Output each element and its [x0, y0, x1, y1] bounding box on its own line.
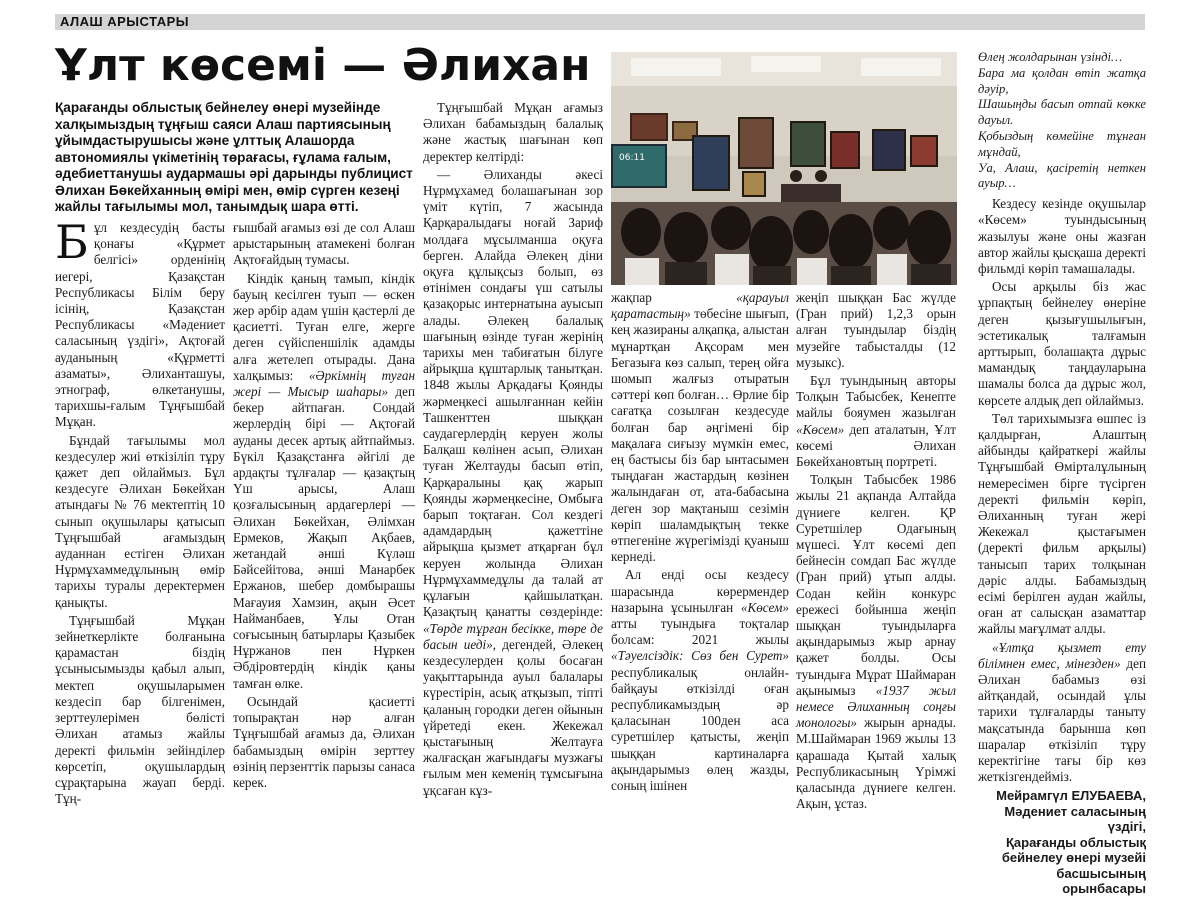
paragraph: Осындай қасиетті топырақтан нәр алған Тұңғышбай ағамыз да, Әлихан бабамыздың өмірін зерттеу өзінің перзенттік парызы санаса керек.: [233, 693, 415, 790]
paragraph: [978, 640, 1146, 786]
quote: «Тәуелсіздік: Сөз бен Сурет»: [611, 648, 789, 664]
paragraph-text: Кіндік қаның тамып, кіндік бауың кесілген туып — өскен жер әрбір адам үшін қастерлі де қасиетті. Туған елге, жерге деген сүйіспеншілік адамды алға жетелеп отырады. Дана халқымыз:: [233, 270, 415, 383]
drop-cap: Б: [55, 215, 89, 269]
quote: «Көсем»: [796, 421, 845, 437]
painting: [631, 114, 667, 140]
presenter-table: [781, 184, 841, 204]
event-photo: [611, 52, 957, 285]
article-column-1: [55, 215, 225, 807]
paragraph: жеңіп шыққан Бас жүлде (Гран прий) 1,2,3 орын алған туындылар біздің музейге табысталды (12 музыкс).: [796, 290, 956, 370]
author-title: басшысының орынбасары: [1056, 865, 1146, 897]
quote: «Төрде тұрған бесікке, төре де басын иеді»: [423, 620, 603, 652]
screen-clock: 06:11: [619, 153, 645, 163]
paragraph: [796, 472, 956, 812]
paragraph: Тұңғышбай Мұқан ағамыз Әлихан бабамыздың балалық және жастық шағынан көп деректер келтірді:: [423, 100, 603, 164]
paragraph-text: деп бекер айтпаған. Сондай жерлердің бірі — Ақтоғай ауданы десек артық айтпаймыз. Бүкіл Қазақстанға әйгілі де ардақты тұлғалар — қазақтың Үш арысы, Алаш қозғалысының ардагерлері — Әлихан Бөкейхан, Әлімхан Ермеков, Жақып Ақбаев, жетандай әнші Күләш Бәйсейітова, әнші Манарбек Ержанов, шебер домбырашы Мағауия Хамзин, ақын Әсет Найманбаев, Ұлы Отан соғысының батырлары Қазыбек Нұржанов пен Нұркен Әбдіровтердің кіндік қаны тамған өлке.: [233, 384, 415, 691]
paragraph-text: атты туындыға тоқталар болсам: 2021 жылы: [611, 616, 789, 648]
painting: [791, 122, 825, 166]
author-title: Мәдениет саласының үздігі,: [1004, 803, 1146, 835]
section-label: АЛАШ АРЫСТАРЫ: [60, 14, 189, 29]
paragraph: [233, 271, 415, 692]
painting: [873, 130, 905, 170]
painting: [831, 132, 859, 168]
paragraph: [423, 167, 603, 799]
author-name: Мейрамгүл ЕЛУБАЕВА,: [996, 788, 1146, 804]
poem-line: Уа, Алаш, қасіретің неткен ауыр…: [978, 160, 1146, 191]
event-photo-illustration: [611, 52, 957, 285]
article-column-2: [233, 220, 415, 790]
author-signature: [978, 788, 1146, 897]
poem-line: Бара ма қолдан өтіп жатқа дәуір,: [978, 65, 1146, 96]
poem-line: Шашыңды басып отпай көкке дауыл.: [978, 97, 1146, 128]
paragraph-text: жақпар: [611, 290, 652, 305]
article-column-6: [978, 50, 1146, 897]
quote: «Әркімнің туған жері — Мысыр шаһары»: [233, 367, 415, 400]
author-title: Қарағанды облыстық: [1005, 834, 1146, 850]
poem-line: Қобыздың көмейіне тұнған мұндай,: [978, 128, 1146, 159]
article-column-4: [611, 290, 790, 794]
paragraph: [796, 373, 956, 470]
quote: «Көсем»: [740, 599, 790, 615]
paragraph-text: , дегендей, Әлекең кездесулерден қолы босаған уақыттарында ауыл балалары күрестірін, асық атқызып, тіпті қаланың городки деген ойынын үйретеді екен. Жекежал қыстағының Желтауға жалғасқан жағындағы музжағы ғылым мен кеменің тұмсығына ұқсаған кұз-: [423, 636, 603, 798]
paragraph: [611, 567, 789, 794]
paragraph: Кездесу кезінде оқушылар «Көсем» туындысының жазылуы және оны жазған автор жайлы қысқаша деректі фильмді көріп тамашалады.: [978, 196, 1146, 276]
painting: [911, 136, 937, 166]
painting: [739, 118, 773, 168]
paragraph: [611, 290, 789, 565]
paragraph-text: республикалық онлайн-байқауы өткізілді оған республикамыздың әр қаласынан 100ден аса суретшілер қатысты, жеңіп шыққан картиналарға ақындарымыз өлең жазды, соның ішінен: [611, 664, 789, 794]
painting: [743, 172, 765, 196]
paragraph-text: Ал енді осы кездесу шарасында көрермендер назарына ұсынылған: [611, 567, 789, 615]
author-title: бейнелеу өнері музейі: [1001, 850, 1146, 866]
quote: «қарауыл қаратастың»: [611, 290, 789, 322]
painting: [693, 136, 729, 190]
paragraph-text: жырын арнады. М.Шаймаран 1969 жылы 13 қарашада Қытай халық Республикасының Үрімжі қаласында дүниеге келген. Ақын, ұстаз.: [796, 715, 956, 812]
paragraph-text: деп аталатын, Ұлт көсемі Әлихан Бөкейхановтың портреті.: [796, 421, 957, 470]
quote: «1937 жыл немесе Әлиханның соңғы монологы»: [796, 682, 957, 731]
paragraph: Бұндай тағылымы мол кездесулер жиі өткізіліп тұру қажет деп ойлаймыз. Бұл кездесуге Әлихан Бөкейхан атындағы № 76 мектептің 10 сынып оқушылары қатысып Тұңғышбай ағамыздың ауданнан естіген Әлихан Нұрмұхаммедұлының өмір тарихы туралы деректермен қанықты.: [55, 432, 225, 610]
poem-line: Өлең жолдарынан үзінді…: [978, 50, 1123, 64]
paragraph-text: ұл кездесудің басты қонағы «Құрмет белгісі» орденінің иегері, Қазақстан Республикасы Білім беру ісінің, Қазақстан Республикасы «Мәдениет саласының үздігі», Ақтоғай ауданының «Құрметті азаматы», Әлиханташуы, этнограф, өлкетанушы, тарихшы-ғалым Тұңғышбай Мұқан.: [55, 220, 225, 430]
article-column-3: [423, 100, 603, 798]
paragraph: ғышбай ағамыз өзі де сол Алаш арыстарының атамекені болған Ақтоғайдың тумасы.: [233, 220, 415, 268]
paragraph: Төл тарихымызға өшпес із қалдырған, Алаштың айбынды қайраткері жайлы Тұңғышбай Өмірталұлының немересімен бірге түсірген деректі фильмін көріп, Әлиханның туған жері Жекежал қыстағымен (деректі фильм арқылы) танысып тарих толқынан дәріс алды. Бабамыздың есімі берілген аудан жайлы, оған ат салысқан азаматтар жайлы мағұлмат алды.: [978, 410, 1146, 637]
paragraph-text: төбесіне шығып, кең жазираны алқапқа, алыстан мұнартқан Ақсорам мен Бегазыға көз салып, терең ойға шомып жалғыз отыратын сәттері көп болған… Өрлие бір сағатқа созылған кездесуде болған бар әңгімені бір мақалаға сиғызу мүмкін емес, ең бастысы біз бар ынтасымен тыңдаған жастардың көзінен жалындаған от, ата-бабасына деген зор мақтаныш сезімін көріп шаламдықтың текке өтпегеніне жүрегімізді қуаныш кернеді.: [611, 306, 789, 565]
section-label-bar: [55, 14, 1145, 30]
paragraph: Осы арқылы біз жас ұрпақтың бейнелеу өнеріне деген қызығушылығын, эстетикалық талғамын арттырып, болашақта дұрыс мамандық таңдауларына шамалы болса да дұрыс жол, көрсете алдық деп ойлаймыз.: [978, 279, 1146, 408]
paragraph: [55, 215, 225, 431]
quote: «Ұлтқа қызмет ету білімнен емес, мінезден»: [978, 639, 1146, 671]
article-column-5: [796, 290, 957, 812]
article-lead: Қарағанды облыстық бейнелеу өнері музейінде халқымыздың тұңғыш саяси Алаш партиясының ұйымдастырушысы және ұлттық Алашорда автономиялы үкіметінің төрағасы, ғұлама ғалым, әдебиеттанушы аудармашы әрі дарынды публицист Әлихан Бөкейханның өмірі мен, өмір сүрген кезеңі жайлы тағылымы мол, танымдық шара өтті.: [55, 100, 413, 214]
paragraph-text: Бұл туындының авторы Толқын Табысбек, Кенепте майлы бояумен жазылған: [796, 373, 956, 421]
paragraph-text: Толқын Табысбек 1986 жылы 21 ақпанда Алтайда дүниеге келген. ҚР Суретшілер Одағының мүшесі. Ұлт көсемі деп бейнесін сомдап Бас жүлде (Гран прий) ұтып алды. Содан кейін конкурс ережесі бойынша жеңіп шыққан туындыларға ақындарымыз жыр арнау қажет болды. Осы туындыға Мұрат Шаймаран ақынымыз: [796, 472, 956, 698]
paragraph-text: — Әлиханды әкесі Нұрмұхамед болашағынан зор үміт күтіп, 7 жасында Қарқаралыдағы ноғай Зариф молдаға мұсылманша оқуға берген. Алайда Әлекең діни оқуға құлықсыз болып, өз өтінімен сондағы үш сатылы қазақорыс интернатына ауысып алады. Әлекең балалық шағының өзінде туған жерінің тарихы мен табиғатын білуге айрықша құштарлық танытқан. 1848 жылы Арқадағы Қоянды жәрмеңкесі ашылғаннан кейін Ташкенттен шыққан саудагерлердің керуен жолы Балқаш көлінен асып, Әлихан туған Желтауды басып өтіп, Қарқаралыны қақ жарып Қоянды жәрмеңкесіне, Омбыға барып тоқтаған. Сол кездегі адамдардың қажеттіне айрықша қызмет атқарған бұл керуен жолында Әлихан Нұрмұхаммедұлы да талай ат құлағын қайшылатқан. Қазақтың қанатты сөздерінде:: [423, 166, 603, 620]
article-headline: Ұлт көсемі — Әлихан: [55, 40, 591, 91]
paragraph-text: деп Әлихан бабамыз өзі айтқандай, осындай ұлы тарихи тұлғаларды таныту мақсатында барынша көп шаралар өткізіліп тұру керектігіне тағы бір көз жеткізгендейміз.: [978, 655, 1146, 785]
paragraph: Тұңғышбай Мұқан зейнеткерлікте болғанына қарамастан біздің ұсынысымызды қабыл алып, мектеп оқушыларымен кездесіп бар білгенімен, зерттеулерімен бөлісті Әлихан атамыз жайлы деректі фильмін зейінділер көрсетіп, оқушылардың сұрақтарына жауап берді. Тұң-: [55, 612, 225, 807]
